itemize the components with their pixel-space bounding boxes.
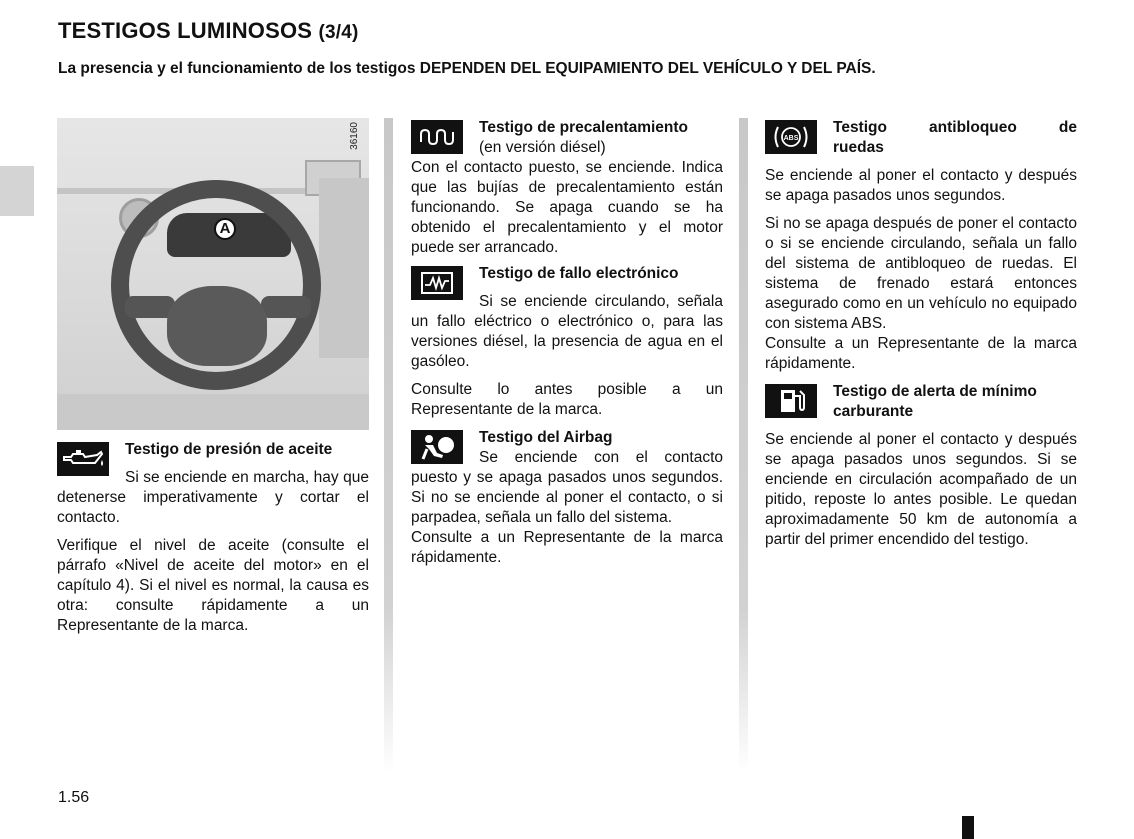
- abs-text-3: Consulte a un Representante de la marca rápidamente.: [765, 335, 1077, 372]
- abs-title-line-1: Testigo antibloqueo de: [833, 119, 1077, 136]
- steering-wheel-hub: [167, 286, 267, 366]
- preheating-title: Testigo de precalentamiento: [479, 119, 689, 136]
- airbag-text-2: Consulte a un Representante de la marca rápidamente.: [411, 529, 723, 566]
- abs-text-1: Se enciende al poner el contacto y después se apaga pasados unos segundos.: [765, 167, 1077, 204]
- center-console: [319, 178, 369, 358]
- oil-pressure-title: Testigo de presión de aceite: [125, 441, 333, 458]
- column-3: [765, 118, 1077, 550]
- oil-pressure-text-2: Verifique el nivel de aceite (consulte el párrafo «Nivel de aceite del motor» en el capítulo 4). Si el nivel es normal, la causa es otra: consulte rápidamente a un Representante de la marca.: [57, 537, 369, 634]
- figure-number: 36160: [349, 122, 360, 150]
- column-divider-1: [384, 118, 393, 773]
- airbag-text-1: Se enciende con el contacto puesto y se apaga pasados unos segundos. Si no se enciende al poner el contacto, o si parpadea, señala un fallo del sistema.: [411, 449, 723, 526]
- airbag-section: [411, 428, 723, 568]
- dashboard-illustration: [57, 118, 369, 430]
- figure-callout-a: A: [214, 218, 236, 240]
- page-subtitle: La presencia y el funcionamiento de los testigos DEPENDEN DEL EQUIPAMIENTO DEL VEHÍCULO Y DEL PAÍS.: [58, 60, 876, 77]
- page-number: 1.56: [58, 789, 90, 806]
- abs-section: [765, 118, 1077, 374]
- page-title-count: (3/4): [318, 22, 359, 43]
- electronic-fault-title: Testigo de fallo electrónico: [479, 265, 679, 282]
- electronic-fault-section: [411, 264, 723, 420]
- fuel-title-line-1: Testigo de alerta de mínimo: [833, 383, 1037, 400]
- airbag-icon: [411, 430, 463, 464]
- abs-title-line-2: ruedas: [833, 139, 884, 156]
- electronic-fault-text-2: Consulte lo antes posible a un Representante de la marca.: [411, 381, 723, 418]
- airbag-title: Testigo del Airbag: [479, 429, 613, 446]
- footwell: [57, 394, 369, 430]
- page-title: [58, 18, 359, 44]
- preheating-coil-icon: [411, 120, 463, 154]
- fuel-pump-icon: [765, 384, 817, 418]
- oil-pressure-text-1: Si se enciende en marcha, hay que detenerse imperativamente y cortar el contacto.: [57, 469, 369, 526]
- abs-icon: [765, 120, 817, 154]
- oil-pressure-section: [57, 440, 369, 636]
- preheating-text: Con el contacto puesto, se enciende. Indica que las bujías de precalentamiento están funcionando. Se apaga cuando se ha obtenido el precalentamiento y el motor puede ser arrancado.: [411, 159, 723, 256]
- chapter-side-tab: [0, 166, 34, 216]
- column-2: [411, 118, 723, 568]
- fuel-text: Se enciende al poner el contacto y después se apaga pasados unos segundos. Si se enciende en circulación acompañado de un pitido, reposte lo antes posible. Le quedan aproximadamente 50 km de autonomía a partir del primer encendido del testigo.: [765, 431, 1077, 548]
- column-divider-2: [739, 118, 748, 773]
- fuel-title-line-2: carburante: [833, 403, 914, 420]
- page-title-text: TESTIGOS LUMINOSOS: [58, 18, 313, 43]
- oil-pressure-icon: [57, 442, 109, 476]
- electronic-fault-icon: [411, 266, 463, 300]
- preheating-subtitle: (en versión diésel): [479, 139, 606, 156]
- preheating-section: [411, 118, 723, 258]
- page-corner-mark: [962, 816, 974, 839]
- abs-text-2: Si no se apaga después de poner el contacto o si se enciende circulando, señala un fallo del sistema de antibloqueo de ruedas. El sistema de frenado estará entonces asegurado como en un vehículo no equipado con sistema ABS.: [765, 215, 1077, 332]
- steering-wheel-spoke-right: [261, 296, 311, 318]
- abs-icon-text: ABS: [783, 135, 799, 142]
- column-1: [57, 118, 369, 636]
- fuel-section: [765, 382, 1077, 550]
- electronic-fault-text-1: Si se enciende circulando, señala un fallo eléctrico o electrónico o, para las versiones diésel, la presencia de agua en el gasóleo.: [411, 293, 723, 370]
